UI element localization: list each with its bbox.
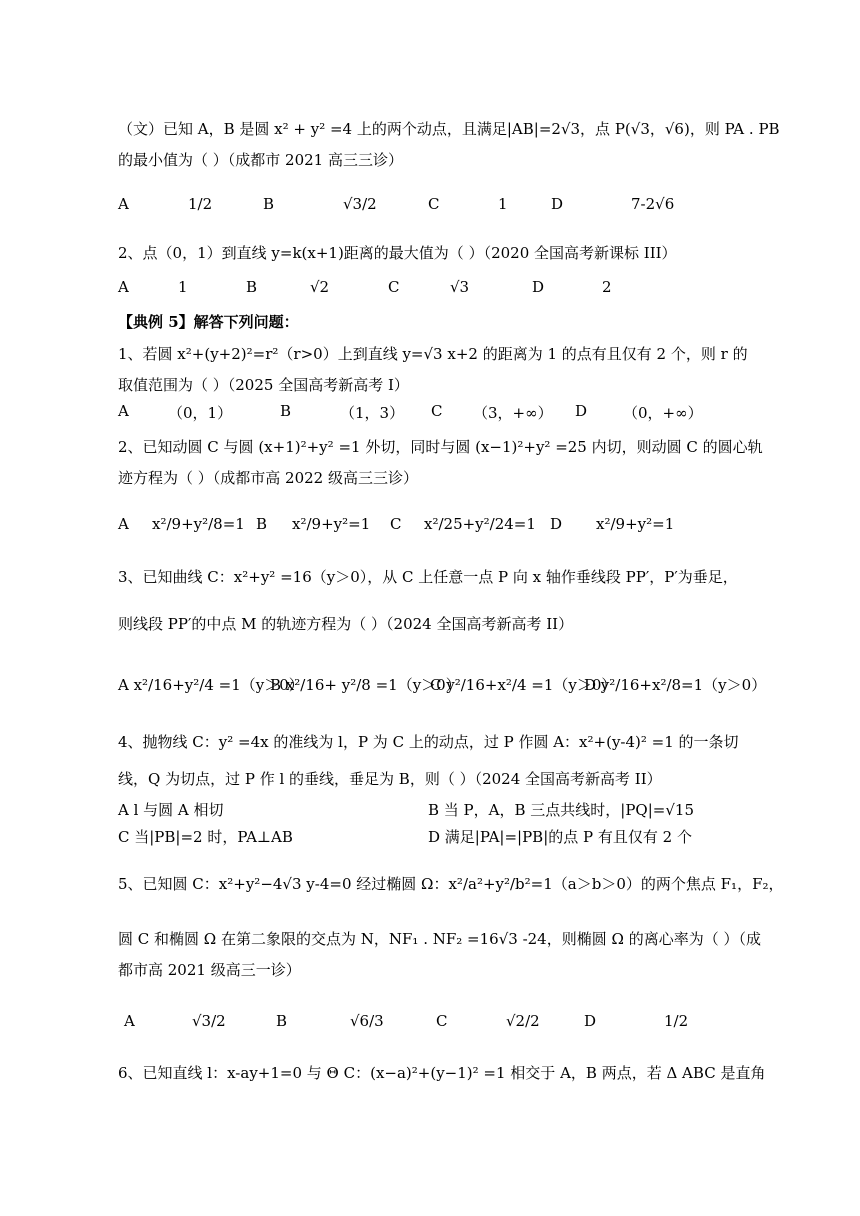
option-value-a: x²/9+y²/8=1 (152, 515, 245, 533)
option-value-d: 1/2 (664, 1012, 689, 1030)
option-value-c: 1 (498, 195, 508, 213)
question-4-option-d: D 满足|PA|=|PB|的点 P 有且仅有 2 个 (428, 828, 692, 846)
option-value-c: （3，+∞） (473, 404, 553, 422)
question-5-line1: 5、已知圆 C：x²+y²−4√3 y-4=0 经过椭圆 Ω：x²/a²+y²/b²=1（a＞b＞0）的两个焦点 F₁，F₂， (118, 875, 784, 893)
problem-wen-line1: （文）已知 A，B 是圆 x² + y² =4 上的两个动点，且满足|AB|=2√3，点 P(√3，√6)，则 PA . PB (118, 120, 780, 138)
option-label-a: A (118, 195, 129, 213)
option-label-c: C (390, 515, 402, 533)
option-value-c: x²/25+y²/24=1 (424, 515, 536, 533)
option-label-d: D (584, 1012, 597, 1030)
option-value-c: √3 (450, 278, 470, 296)
option-value-a: √3/2 (192, 1012, 226, 1030)
example-5-title: 【典例 5】解答下列问题： (118, 313, 299, 331)
question-4-option-c: C 当|PB|=2 时，PA⊥AB (118, 828, 293, 846)
option-value-b: √6/3 (350, 1012, 384, 1030)
question-1-line2: 取值范围为（ ）（2025 全国高考新高考 I） (118, 376, 409, 394)
option-label-b: B (263, 195, 275, 213)
question-5-line2: 圆 C 和椭圆 Ω 在第二象限的交点为 N，NF₁ . NF₂ =16√3 -24，则椭圆 Ω 的离心率为（ ）（成 (118, 930, 761, 948)
option-label-c: C (431, 402, 443, 420)
option-label-b: B (276, 1012, 288, 1030)
option-value-c: √2/2 (506, 1012, 540, 1030)
option-label-d: D (532, 278, 545, 296)
option-label-d: D (550, 515, 563, 533)
option-value-a: 1/2 (188, 195, 213, 213)
option-value-d: x²/9+y²=1 (596, 515, 675, 533)
option-label-b: B (246, 278, 258, 296)
question-2-line1: 2、已知动圆 C 与圆 (x+1)²+y² =1 外切，同时与圆 (x−1)²+y² =25 内切，则动圆 C 的圆心轨 (118, 438, 763, 456)
question-5-line3: 都市高 2021 级高三一诊） (118, 961, 301, 979)
option-value-d: 7-2√6 (631, 195, 675, 213)
option-value-a: （0，1） (168, 404, 233, 422)
option-value-d: （0，+∞） (623, 404, 703, 422)
option-c: C y²/16+x²/4 =1（y＞0） (430, 676, 617, 694)
question-3-line2: 则线段 PP′的中点 M 的轨迹方程为（ ）（2024 全国高考新高考 II） (118, 615, 574, 633)
option-label-a: A (124, 1012, 135, 1030)
question-2-line2: 迹方程为（ ）（成都市高 2022 级高三三诊） (118, 469, 418, 487)
option-label-a: A (118, 278, 129, 296)
question-6-line1: 6、已知直线 l：x-ay+1=0 与 Θ C：(x−a)²+(y−1)² =1 相交于 A，B 两点，若 Δ ABC 是直角 (118, 1064, 766, 1082)
problem-2-line1: 2、点（0，1）到直线 y=k(x+1)距离的最大值为（ ）（2020 全国高考新课标 III） (118, 244, 677, 262)
option-value-d: 2 (602, 278, 612, 296)
option-value-b: x²/9+y²=1 (292, 515, 371, 533)
option-label-b: B (280, 402, 292, 420)
question-1-line1: 1、若圆 x²+(y+2)²=r²（r>0）上到直线 y=√3 x+2 的距离为 1 的点有且仅有 2 个，则 r 的 (118, 345, 748, 363)
option-label-a: A (118, 515, 129, 533)
option-value-b: √3/2 (343, 195, 377, 213)
option-label-d: D (575, 402, 588, 420)
option-value-b: √2 (310, 278, 330, 296)
problem-wen-line2: 的最小值为（ ）（成都市 2021 高三三诊） (118, 151, 403, 169)
question-4-line1: 4、抛物线 C：y² =4x 的准线为 l，P 为 C 上的动点，过 P 作圆 A：x²+(y-4)² =1 的一条切 (118, 733, 739, 751)
option-label-c: C (428, 195, 440, 213)
option-label-a: A (118, 402, 129, 420)
question-4-option-b: B 当 P，A，B 三点共线时，|PQ|=√15 (428, 801, 694, 819)
question-3-line1: 3、已知曲线 C：x²+y² =16（y＞0），从 C 上任意一点 P 向 x 轴作垂线段 PP′，P′为垂足， (118, 568, 738, 586)
question-4-option-a: A l 与圆 A 相切 (118, 801, 224, 819)
option-value-a: 1 (178, 278, 188, 296)
option-label-b: B (256, 515, 268, 533)
option-value-b: （1，3） (340, 404, 405, 422)
option-label-d: D (551, 195, 564, 213)
option-d: D y²/16+x²/8=1（y＞0） (584, 676, 767, 694)
question-4-line2: 线，Q 为切点，过 P 作 l 的垂线，垂足为 B，则（ ）（2024 全国高考新高考 II） (118, 770, 662, 788)
option-a: A x²/16+y²/4 =1（y＞0） (118, 676, 304, 694)
option-label-c: C (436, 1012, 448, 1030)
option-b: B x²/16+ y²/8 =1（y＞0） (270, 676, 461, 694)
option-label-c: C (388, 278, 400, 296)
